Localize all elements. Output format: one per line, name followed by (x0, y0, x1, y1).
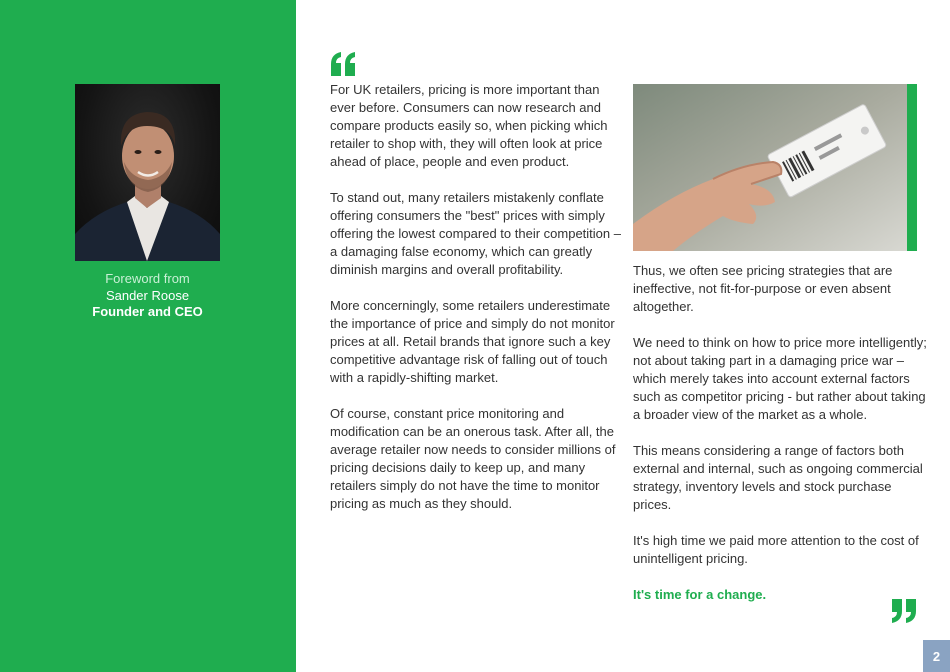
author-title: Founder and CEO (92, 304, 203, 319)
foreword-column-2 (633, 262, 928, 622)
price-tag-illustration (633, 84, 907, 251)
sidebar-panel (0, 0, 296, 672)
price-tag-photo (633, 84, 907, 251)
author-caption (75, 271, 220, 321)
paragraph: More concerningly, some retailers underestimate the importance of price and simply do not monitor prices at all. Retail brands that ignore such a key competitive advantage risk of falling out of touch with a rapidly-shifting market. (330, 298, 615, 385)
author-portrait (75, 84, 220, 261)
accent-bar (907, 84, 917, 251)
paragraph: This means considering a range of factors both external and internal, such as ongoing commercial strategy, inventory levels and stock purchase prices. (633, 443, 923, 512)
page-number: 2 (923, 640, 950, 672)
call-to-action: It's time for a change. (633, 587, 767, 602)
portrait-illustration (75, 84, 220, 261)
paragraph: To stand out, many retailers mistakenly conflate offering consumers the "best" prices with simply offering the lowest compared to their competition – a damaging false economy, which can greatly diminish margins and overall profitability. (330, 190, 621, 277)
paragraph: Of course, constant price monitoring and modification can be an onerous task. After all, the average retailer now needs to consider millions of pricing decisions daily to keep up, and many retailers simply do not have the time to monitor pricing as much as they should. (330, 406, 616, 511)
paragraph: For UK retailers, pricing is more important than ever before. Consumers can now research and compare products easily so, when picking which retailer to shop with, they will often look at price ahead of place, people and even product. (330, 82, 608, 169)
author-name: Sander Roose (105, 287, 190, 303)
caption-foreword-label: Foreword from (105, 271, 190, 286)
open-quote-icon (329, 50, 357, 78)
foreword-column-1 (330, 81, 622, 531)
paragraph: It's high time we paid more attention to the cost of unintelligent pricing. (633, 533, 919, 566)
paragraph: We need to think on how to price more intelligently; not about taking part in a damaging price war – which merely takes into account external factors such as competitor pricing - but rather about taking a broader view of the market as a whole. (633, 335, 927, 422)
paragraph: Thus, we often see pricing strategies that are ineffective, not fit-for-purpose or even absent altogether. (633, 263, 893, 314)
close-quote-icon (890, 597, 918, 625)
